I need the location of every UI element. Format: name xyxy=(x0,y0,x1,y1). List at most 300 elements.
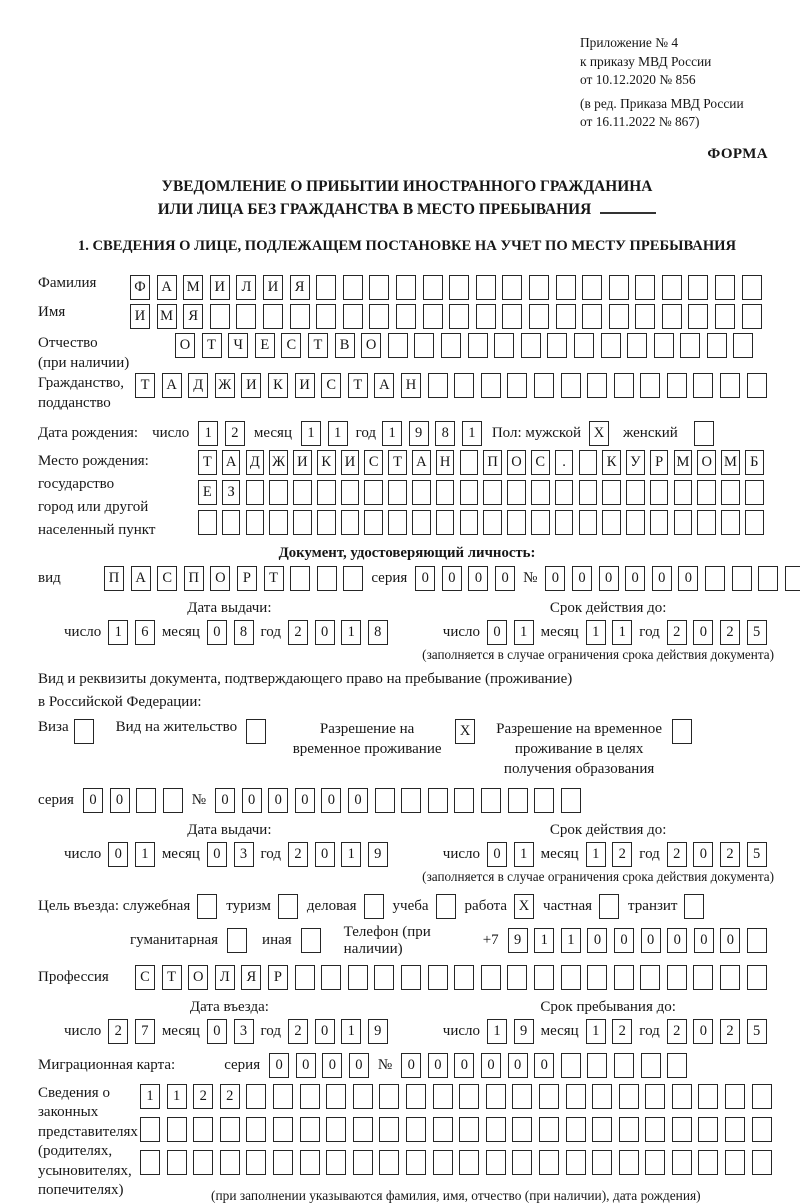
cell-box[interactable]: О xyxy=(361,333,381,358)
cell-box[interactable]: 0 xyxy=(587,928,607,953)
cell-box[interactable]: 3 xyxy=(234,842,254,867)
cell-box[interactable] xyxy=(459,1150,479,1175)
cell-box[interactable]: 2 xyxy=(288,842,308,867)
cell-box[interactable] xyxy=(674,510,693,535)
cell-box[interactable]: Т xyxy=(202,333,222,358)
cell-box[interactable] xyxy=(388,480,407,505)
cell-box[interactable]: О xyxy=(175,333,195,358)
cell-box[interactable] xyxy=(529,275,549,300)
cell-box[interactable]: 0 xyxy=(652,566,672,591)
cell-box[interactable] xyxy=(529,304,549,329)
cell-box[interactable]: В xyxy=(335,333,355,358)
cell-box[interactable]: 1 xyxy=(487,1019,507,1044)
cell-box[interactable] xyxy=(614,373,634,398)
cell-box[interactable]: 0 xyxy=(401,1053,421,1078)
cell-box[interactable] xyxy=(140,1150,160,1175)
cell-box[interactable]: К xyxy=(602,450,621,475)
cell-box[interactable]: 0 xyxy=(481,1053,501,1078)
cell-box[interactable]: С xyxy=(321,373,341,398)
cell-box[interactable] xyxy=(316,275,336,300)
cell-box[interactable] xyxy=(326,1150,346,1175)
cell-box[interactable] xyxy=(433,1150,453,1175)
cell-box[interactable]: О xyxy=(507,450,526,475)
cell-box[interactable]: И xyxy=(210,275,230,300)
cell-box[interactable]: 2 xyxy=(667,1019,687,1044)
cell-box[interactable]: Я xyxy=(290,275,310,300)
cell-box[interactable]: 0 xyxy=(207,620,227,645)
cell-box[interactable]: М xyxy=(674,450,693,475)
cell-box[interactable]: 0 xyxy=(625,566,645,591)
cell-box[interactable] xyxy=(300,1117,320,1142)
cell-box[interactable]: С xyxy=(157,566,177,591)
cell-box[interactable] xyxy=(579,450,598,475)
cell-box[interactable]: 1 xyxy=(382,421,402,446)
cell-box[interactable]: Ч xyxy=(228,333,248,358)
cell-box[interactable] xyxy=(364,510,383,535)
cell-box[interactable]: Т xyxy=(308,333,328,358)
cell-box[interactable]: 1 xyxy=(586,620,606,645)
cell-box[interactable]: 1 xyxy=(341,620,361,645)
cell-box[interactable] xyxy=(481,373,501,398)
cell-box[interactable] xyxy=(193,1117,213,1142)
cell-box[interactable] xyxy=(698,1117,718,1142)
cell-box[interactable]: 0 xyxy=(641,928,661,953)
cell-box[interactable] xyxy=(640,373,660,398)
cell-box[interactable]: 2 xyxy=(288,1019,308,1044)
cell-box[interactable]: Р xyxy=(650,450,669,475)
cell-box[interactable] xyxy=(428,965,448,990)
cell-box[interactable]: 0 xyxy=(215,788,235,813)
cell-box[interactable] xyxy=(502,275,522,300)
cell-box[interactable] xyxy=(566,1150,586,1175)
cell-box[interactable]: 0 xyxy=(322,1053,342,1078)
cell-box[interactable]: Т xyxy=(388,450,407,475)
cell-box[interactable] xyxy=(566,1117,586,1142)
cell-box[interactable] xyxy=(436,894,456,919)
cell-box[interactable] xyxy=(379,1084,399,1109)
cell-box[interactable] xyxy=(698,1150,718,1175)
cell-box[interactable]: 8 xyxy=(368,620,388,645)
cell-box[interactable] xyxy=(396,275,416,300)
cell-box[interactable] xyxy=(680,333,700,358)
cell-box[interactable] xyxy=(459,1084,479,1109)
cell-box[interactable] xyxy=(460,480,479,505)
cell-box[interactable] xyxy=(459,1117,479,1142)
cell-box[interactable]: 8 xyxy=(234,620,254,645)
cell-box[interactable] xyxy=(720,965,740,990)
cell-box[interactable] xyxy=(428,373,448,398)
cell-box[interactable] xyxy=(396,304,416,329)
cell-box[interactable] xyxy=(667,373,687,398)
cell-box[interactable]: 1 xyxy=(167,1084,187,1109)
cell-box[interactable] xyxy=(587,965,607,990)
cell-box[interactable] xyxy=(486,1150,506,1175)
cell-box[interactable] xyxy=(715,275,735,300)
cell-box[interactable]: П xyxy=(184,566,204,591)
cell-box[interactable] xyxy=(476,304,496,329)
cell-box[interactable] xyxy=(468,333,488,358)
cell-box[interactable]: И xyxy=(241,373,261,398)
cell-box[interactable]: 0 xyxy=(599,566,619,591)
cell-box[interactable]: Т xyxy=(198,450,217,475)
cell-box[interactable]: X xyxy=(589,421,609,446)
cell-box[interactable] xyxy=(609,275,629,300)
cell-box[interactable] xyxy=(364,894,384,919)
cell-box[interactable] xyxy=(579,510,598,535)
cell-box[interactable] xyxy=(635,304,655,329)
cell-box[interactable]: X xyxy=(455,719,475,744)
cell-box[interactable] xyxy=(300,1150,320,1175)
cell-box[interactable] xyxy=(531,510,550,535)
cell-box[interactable] xyxy=(483,480,502,505)
cell-box[interactable]: 0 xyxy=(693,620,713,645)
cell-box[interactable] xyxy=(476,275,496,300)
cell-box[interactable]: 6 xyxy=(135,620,155,645)
cell-box[interactable] xyxy=(688,304,708,329)
cell-box[interactable] xyxy=(698,1084,718,1109)
cell-box[interactable]: Д xyxy=(188,373,208,398)
cell-box[interactable] xyxy=(745,480,764,505)
cell-box[interactable] xyxy=(587,373,607,398)
cell-box[interactable] xyxy=(534,788,554,813)
cell-box[interactable]: 0 xyxy=(207,1019,227,1044)
cell-box[interactable] xyxy=(220,1150,240,1175)
cell-box[interactable]: Е xyxy=(255,333,275,358)
cell-box[interactable] xyxy=(222,510,241,535)
cell-box[interactable] xyxy=(220,1117,240,1142)
cell-box[interactable]: 1 xyxy=(561,928,581,953)
cell-box[interactable]: 0 xyxy=(454,1053,474,1078)
cell-box[interactable] xyxy=(364,480,383,505)
cell-box[interactable] xyxy=(752,1150,772,1175)
cell-box[interactable] xyxy=(317,566,337,591)
cell-box[interactable] xyxy=(423,304,443,329)
cell-box[interactable]: 2 xyxy=(612,842,632,867)
cell-box[interactable]: Т xyxy=(348,373,368,398)
cell-box[interactable] xyxy=(406,1084,426,1109)
cell-box[interactable]: 1 xyxy=(140,1084,160,1109)
cell-box[interactable]: А xyxy=(157,275,177,300)
cell-box[interactable] xyxy=(645,1117,665,1142)
cell-box[interactable]: 0 xyxy=(678,566,698,591)
cell-box[interactable]: А xyxy=(374,373,394,398)
cell-box[interactable] xyxy=(343,275,363,300)
cell-box[interactable] xyxy=(705,566,725,591)
cell-box[interactable]: 5 xyxy=(747,620,767,645)
cell-box[interactable]: Е xyxy=(198,480,217,505)
cell-box[interactable] xyxy=(752,1117,772,1142)
cell-box[interactable]: 0 xyxy=(207,842,227,867)
cell-box[interactable] xyxy=(602,510,621,535)
cell-box[interactable] xyxy=(512,1150,532,1175)
cell-box[interactable]: О xyxy=(188,965,208,990)
cell-box[interactable]: О xyxy=(210,566,230,591)
cell-box[interactable]: 1 xyxy=(462,421,482,446)
cell-box[interactable]: 1 xyxy=(198,421,218,446)
cell-box[interactable] xyxy=(566,1084,586,1109)
cell-box[interactable] xyxy=(555,480,574,505)
cell-box[interactable]: 0 xyxy=(269,1053,289,1078)
cell-box[interactable]: 0 xyxy=(349,1053,369,1078)
cell-box[interactable] xyxy=(494,333,514,358)
cell-box[interactable] xyxy=(654,333,674,358)
cell-box[interactable] xyxy=(512,1117,532,1142)
cell-box[interactable]: Ж xyxy=(269,450,288,475)
cell-box[interactable] xyxy=(197,894,217,919)
cell-box[interactable] xyxy=(614,965,634,990)
cell-box[interactable]: У xyxy=(626,450,645,475)
cell-box[interactable]: Т xyxy=(162,965,182,990)
cell-box[interactable]: 0 xyxy=(315,1019,335,1044)
cell-box[interactable] xyxy=(747,373,767,398)
cell-box[interactable]: 2 xyxy=(720,1019,740,1044)
cell-box[interactable] xyxy=(508,788,528,813)
cell-box[interactable] xyxy=(556,304,576,329)
cell-box[interactable] xyxy=(725,1117,745,1142)
cell-box[interactable]: 0 xyxy=(242,788,262,813)
cell-box[interactable]: 0 xyxy=(667,928,687,953)
cell-box[interactable] xyxy=(601,333,621,358)
cell-box[interactable] xyxy=(246,1150,266,1175)
cell-box[interactable] xyxy=(481,965,501,990)
cell-box[interactable] xyxy=(246,1117,266,1142)
cell-box[interactable] xyxy=(273,1150,293,1175)
cell-box[interactable] xyxy=(369,275,389,300)
cell-box[interactable] xyxy=(626,480,645,505)
cell-box[interactable]: 0 xyxy=(572,566,592,591)
cell-box[interactable] xyxy=(592,1117,612,1142)
cell-box[interactable] xyxy=(406,1150,426,1175)
cell-box[interactable]: И xyxy=(295,373,315,398)
cell-box[interactable] xyxy=(539,1117,559,1142)
cell-box[interactable]: 2 xyxy=(667,620,687,645)
cell-box[interactable]: И xyxy=(130,304,150,329)
cell-box[interactable] xyxy=(619,1117,639,1142)
cell-box[interactable] xyxy=(640,965,660,990)
cell-box[interactable]: 2 xyxy=(193,1084,213,1109)
cell-box[interactable]: 0 xyxy=(110,788,130,813)
cell-box[interactable] xyxy=(720,373,740,398)
cell-box[interactable] xyxy=(388,510,407,535)
cell-box[interactable]: А xyxy=(162,373,182,398)
cell-box[interactable]: Т xyxy=(264,566,284,591)
cell-box[interactable] xyxy=(747,928,767,953)
cell-box[interactable] xyxy=(401,788,421,813)
cell-box[interactable] xyxy=(295,965,315,990)
cell-box[interactable] xyxy=(599,894,619,919)
cell-box[interactable]: 0 xyxy=(495,566,515,591)
cell-box[interactable] xyxy=(672,1084,692,1109)
cell-box[interactable]: 2 xyxy=(288,620,308,645)
cell-box[interactable] xyxy=(662,304,682,329)
cell-box[interactable] xyxy=(627,333,647,358)
cell-box[interactable] xyxy=(140,1117,160,1142)
cell-box[interactable] xyxy=(167,1117,187,1142)
cell-box[interactable] xyxy=(785,566,800,591)
cell-box[interactable] xyxy=(412,510,431,535)
cell-box[interactable]: 0 xyxy=(83,788,103,813)
cell-box[interactable]: Я xyxy=(183,304,203,329)
cell-box[interactable] xyxy=(547,333,567,358)
cell-box[interactable] xyxy=(672,1150,692,1175)
cell-box[interactable] xyxy=(579,480,598,505)
cell-box[interactable] xyxy=(672,1117,692,1142)
cell-box[interactable]: 1 xyxy=(328,421,348,446)
cell-box[interactable] xyxy=(375,788,395,813)
cell-box[interactable] xyxy=(317,480,336,505)
cell-box[interactable]: С xyxy=(531,450,550,475)
cell-box[interactable] xyxy=(725,1084,745,1109)
cell-box[interactable] xyxy=(316,304,336,329)
cell-box[interactable]: 9 xyxy=(409,421,429,446)
cell-box[interactable]: 0 xyxy=(694,928,714,953)
cell-box[interactable]: 0 xyxy=(614,928,634,953)
cell-box[interactable] xyxy=(561,373,581,398)
cell-box[interactable]: 5 xyxy=(747,1019,767,1044)
cell-box[interactable]: 0 xyxy=(348,788,368,813)
cell-box[interactable]: 9 xyxy=(368,1019,388,1044)
cell-box[interactable]: X xyxy=(514,894,534,919)
cell-box[interactable] xyxy=(688,275,708,300)
cell-box[interactable] xyxy=(317,510,336,535)
cell-box[interactable]: 2 xyxy=(720,620,740,645)
cell-box[interactable] xyxy=(561,1053,581,1078)
cell-box[interactable] xyxy=(293,480,312,505)
cell-box[interactable]: 9 xyxy=(368,842,388,867)
cell-box[interactable] xyxy=(721,510,740,535)
cell-box[interactable] xyxy=(454,373,474,398)
cell-box[interactable] xyxy=(246,719,266,744)
cell-box[interactable]: М xyxy=(183,275,203,300)
cell-box[interactable] xyxy=(650,510,669,535)
cell-box[interactable] xyxy=(290,304,310,329)
cell-box[interactable]: 1 xyxy=(108,620,128,645)
cell-box[interactable] xyxy=(507,510,526,535)
cell-box[interactable] xyxy=(341,480,360,505)
cell-box[interactable] xyxy=(343,566,363,591)
cell-box[interactable]: 5 xyxy=(747,842,767,867)
cell-box[interactable]: 1 xyxy=(341,842,361,867)
cell-box[interactable]: Л xyxy=(215,965,235,990)
cell-box[interactable] xyxy=(674,480,693,505)
cell-box[interactable] xyxy=(486,1117,506,1142)
cell-box[interactable] xyxy=(707,333,727,358)
cell-box[interactable]: 0 xyxy=(468,566,488,591)
cell-box[interactable]: И xyxy=(293,450,312,475)
cell-box[interactable] xyxy=(326,1084,346,1109)
cell-box[interactable]: 1 xyxy=(612,620,632,645)
cell-box[interactable]: М xyxy=(157,304,177,329)
cell-box[interactable]: 2 xyxy=(667,842,687,867)
cell-box[interactable] xyxy=(343,304,363,329)
cell-box[interactable]: 9 xyxy=(514,1019,534,1044)
cell-box[interactable] xyxy=(733,333,753,358)
cell-box[interactable] xyxy=(697,510,716,535)
cell-box[interactable]: Ф xyxy=(130,275,150,300)
cell-box[interactable]: 0 xyxy=(296,1053,316,1078)
cell-box[interactable] xyxy=(693,373,713,398)
cell-box[interactable] xyxy=(436,480,455,505)
cell-box[interactable] xyxy=(667,1053,687,1078)
cell-box[interactable] xyxy=(441,333,461,358)
cell-box[interactable]: Л xyxy=(236,275,256,300)
cell-box[interactable]: Ж xyxy=(215,373,235,398)
cell-box[interactable] xyxy=(278,894,298,919)
cell-box[interactable] xyxy=(348,965,368,990)
cell-box[interactable] xyxy=(531,480,550,505)
cell-box[interactable] xyxy=(481,788,501,813)
cell-box[interactable] xyxy=(326,1117,346,1142)
cell-box[interactable]: А xyxy=(222,450,241,475)
cell-box[interactable] xyxy=(635,275,655,300)
cell-box[interactable]: А xyxy=(131,566,151,591)
cell-box[interactable]: Р xyxy=(268,965,288,990)
cell-box[interactable] xyxy=(246,1084,266,1109)
cell-box[interactable] xyxy=(502,304,522,329)
cell-box[interactable] xyxy=(379,1117,399,1142)
cell-box[interactable] xyxy=(167,1150,187,1175)
cell-box[interactable] xyxy=(290,566,310,591)
cell-box[interactable]: 2 xyxy=(225,421,245,446)
cell-box[interactable] xyxy=(269,510,288,535)
cell-box[interactable]: 2 xyxy=(612,1019,632,1044)
cell-box[interactable] xyxy=(684,894,704,919)
cell-box[interactable] xyxy=(263,304,283,329)
cell-box[interactable] xyxy=(507,373,527,398)
cell-box[interactable] xyxy=(273,1117,293,1142)
cell-box[interactable] xyxy=(428,788,448,813)
cell-box[interactable]: 0 xyxy=(508,1053,528,1078)
cell-box[interactable] xyxy=(74,719,94,744)
cell-box[interactable]: Я xyxy=(241,965,261,990)
cell-box[interactable]: Т xyxy=(135,373,155,398)
cell-box[interactable] xyxy=(163,788,183,813)
cell-box[interactable] xyxy=(512,1084,532,1109)
cell-box[interactable] xyxy=(574,333,594,358)
cell-box[interactable] xyxy=(725,1150,745,1175)
cell-box[interactable]: 0 xyxy=(720,928,740,953)
cell-box[interactable]: 0 xyxy=(428,1053,448,1078)
cell-box[interactable]: 1 xyxy=(586,1019,606,1044)
cell-box[interactable]: З xyxy=(222,480,241,505)
cell-box[interactable]: 1 xyxy=(514,842,534,867)
cell-box[interactable] xyxy=(752,1084,772,1109)
cell-box[interactable]: Р xyxy=(237,566,257,591)
cell-box[interactable]: П xyxy=(104,566,124,591)
cell-box[interactable] xyxy=(433,1117,453,1142)
cell-box[interactable] xyxy=(301,928,321,953)
cell-box[interactable] xyxy=(534,965,554,990)
cell-box[interactable] xyxy=(300,1084,320,1109)
cell-box[interactable]: 0 xyxy=(545,566,565,591)
cell-box[interactable]: С xyxy=(364,450,383,475)
cell-box[interactable] xyxy=(715,304,735,329)
cell-box[interactable] xyxy=(672,719,692,744)
cell-box[interactable] xyxy=(561,788,581,813)
cell-box[interactable] xyxy=(401,965,421,990)
cell-box[interactable] xyxy=(412,480,431,505)
cell-box[interactable]: 9 xyxy=(508,928,528,953)
cell-box[interactable]: 0 xyxy=(487,842,507,867)
cell-box[interactable] xyxy=(582,275,602,300)
cell-box[interactable] xyxy=(619,1084,639,1109)
cell-box[interactable]: 1 xyxy=(341,1019,361,1044)
cell-box[interactable] xyxy=(353,1117,373,1142)
cell-box[interactable]: 1 xyxy=(586,842,606,867)
cell-box[interactable] xyxy=(507,480,526,505)
cell-box[interactable]: 0 xyxy=(108,842,128,867)
cell-box[interactable]: 0 xyxy=(534,1053,554,1078)
